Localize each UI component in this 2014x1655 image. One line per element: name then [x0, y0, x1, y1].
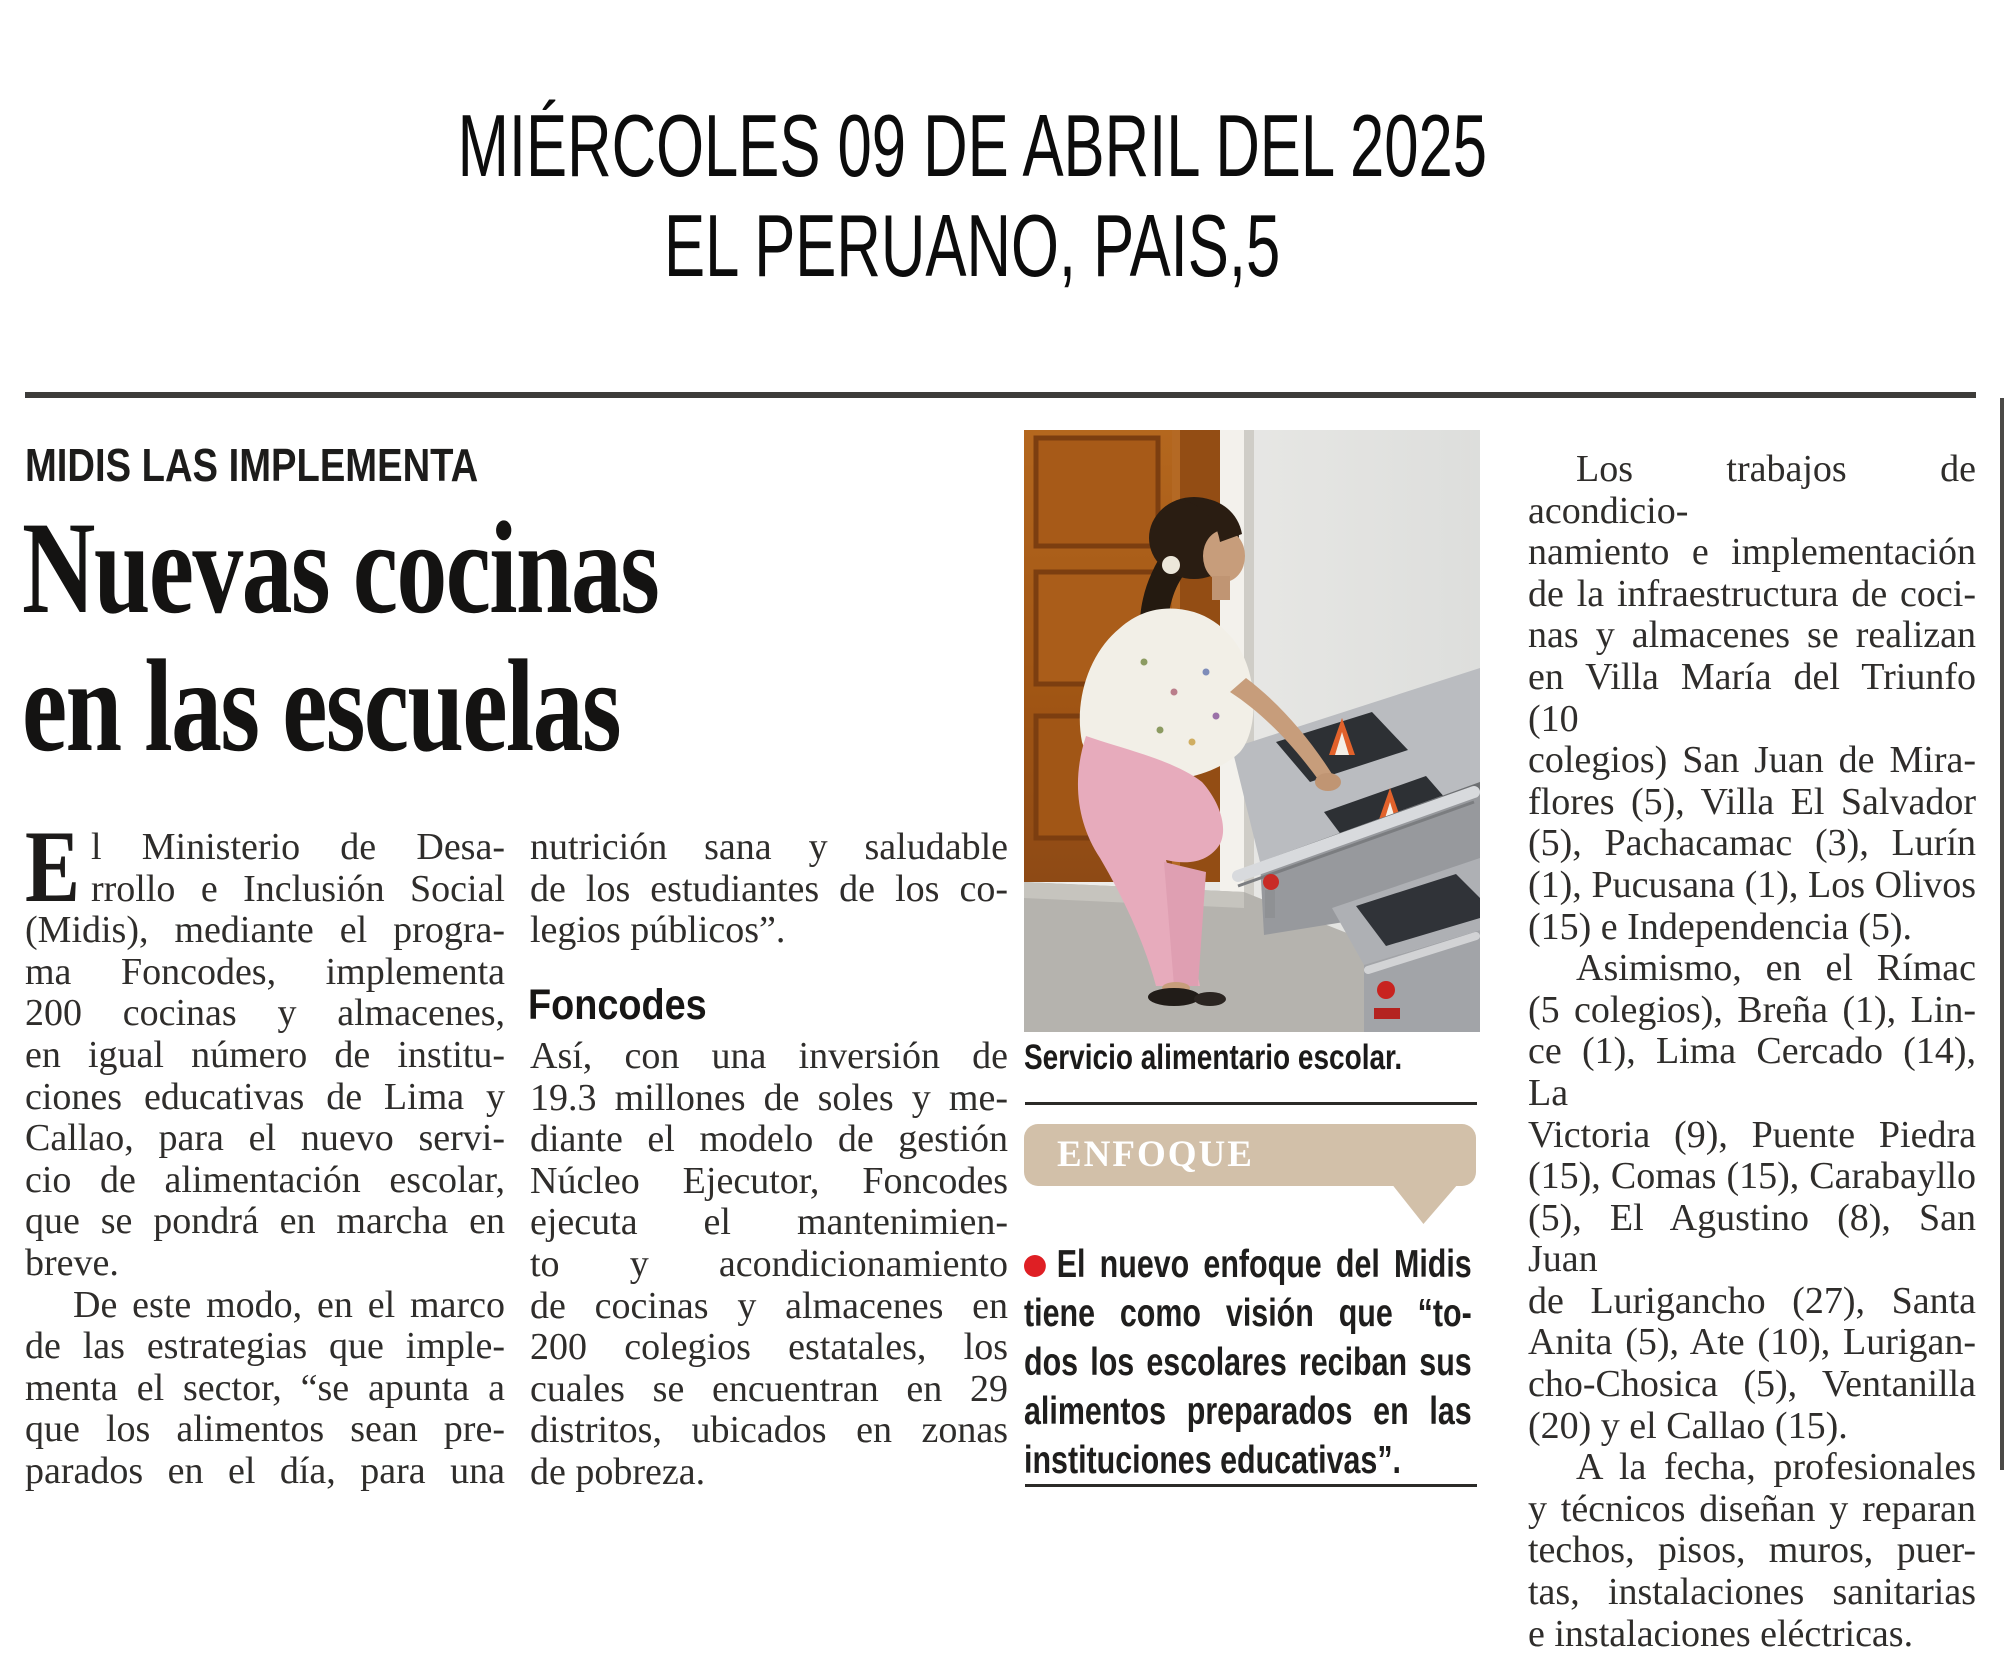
text-line: ma Foncodes, implementa [25, 950, 505, 993]
text-line: (20) y el Callao (15). [1528, 1404, 1848, 1447]
text-line: flores (5), Villa El Salvador [1528, 780, 1976, 823]
body-column-2-top [530, 827, 1008, 952]
photo-woman-scrunchie [1162, 556, 1180, 574]
text-line: to y acondicionamiento [530, 1242, 1008, 1285]
text-line: tiene como visión que “to- [1024, 1292, 1472, 1335]
enfoque-tag [1024, 1124, 1476, 1186]
text-line: (15) e Independencia (5). [1528, 905, 1913, 948]
enfoque-label: ENFOQUE [1057, 1134, 1254, 1175]
text-line: Así, con una inversión de [530, 1035, 1008, 1077]
text-line: cho-Chosica (5), Ventanilla [1528, 1363, 1976, 1406]
headline-line-2: en las escuelas [22, 632, 621, 779]
text-line: de los estudiantes de los co- [530, 867, 1008, 910]
body-column-2-bottom [530, 1036, 1008, 1494]
text-line: A la fecha, profesionales [1576, 1446, 1976, 1489]
header-publication: EL PERUANO, PAIS,5 [663, 196, 1281, 295]
photo-woman-sandal [1148, 988, 1200, 1006]
text-line: 200 cocinas y almacenes, [25, 992, 505, 1035]
text-line: Asimismo, en el Rímac [1576, 947, 1976, 990]
text-line: cuales se encuentran en 29 [530, 1367, 1008, 1410]
text-line: Callao, para el nuevo servi- [25, 1117, 505, 1160]
text-line: nas y almacenes se realizan [1528, 614, 1976, 657]
text-line: l Ministerio de Desa- [91, 826, 505, 868]
body-column-1 [25, 827, 505, 1493]
text-line: de pobreza. [530, 1450, 706, 1493]
text-line: alimentos preparados en las [1024, 1390, 1472, 1433]
text-line: 19.3 millones de soles y me- [530, 1076, 1008, 1119]
article-photo [1024, 430, 1480, 1032]
text-line: colegios) San Juan de Mira- [1528, 739, 1976, 782]
text-line: tas, instalaciones sanitarias [1528, 1571, 1976, 1614]
top-rule [25, 392, 1976, 398]
text-line: ejecuta el mantenimien- [530, 1201, 1008, 1244]
text-line: 200 colegios estatales, los [530, 1326, 1008, 1369]
enfoque-tag-tail [1386, 1184, 1458, 1224]
text-line: Anita (5), Ate (10), Lurigan- [1528, 1321, 1976, 1364]
text-line: cio de alimentación escolar, [25, 1158, 505, 1201]
text-line: (Midis), mediante el progra- [25, 909, 505, 952]
text-line: diante el modelo de gestión [530, 1118, 1008, 1161]
text-line: dos los escolares reciban sus [1024, 1341, 1472, 1384]
text-line: distritos, ubicados en zonas [530, 1409, 1008, 1452]
text-line: ce (1), Lima Cercado (14), La [1528, 1030, 1976, 1114]
text-line: rrollo e Inclusión Social [91, 867, 505, 910]
drop-cap: E [25, 810, 80, 924]
text-line: De este modo, en el marco [73, 1283, 505, 1326]
text-line: breve. [25, 1241, 119, 1284]
text-line: de cocinas y almacenes en [530, 1284, 1008, 1327]
text-line: en igual número de institu- [25, 1033, 505, 1076]
text-line: que los alimentos sean pre- [25, 1408, 505, 1451]
enfoque-body [1024, 1240, 1598, 1485]
text-line: (15), Comas (15), Carabayllo [1528, 1155, 1976, 1198]
text-line: techos, pisos, muros, puer- [1528, 1529, 1976, 1572]
text-line: y técnicos diseñan y reparan [1528, 1487, 1976, 1530]
section-subhead: Foncodes [528, 981, 707, 1029]
text-line: menta el sector, “se apunta a [25, 1366, 505, 1409]
text-line: de la infraestructura de coci- [1528, 572, 1976, 615]
text-line: de Lurigancho (27), Santa [1528, 1279, 1976, 1322]
text-line: Los trabajos de acondicio- [1528, 448, 1976, 532]
header-date: MIÉRCOLES 09 DE ABRIL DEL 2025 [457, 96, 1487, 195]
text-line: El nuevo enfoque del Midis [1024, 1240, 1472, 1289]
text-line: legios públicos”. [530, 909, 786, 952]
text-line: Victoria (9), Puente Piedra [1528, 1113, 1976, 1156]
caption-rule [1025, 1102, 1477, 1105]
text-line: nutrición sana y saludable [530, 826, 1008, 868]
text-line: parados en el día, para una [25, 1449, 505, 1492]
photo-woman-hand [1315, 773, 1341, 791]
bottom-rule [1025, 1484, 1477, 1487]
text-line: Núcleo Ejecutor, Foncodes [530, 1159, 1008, 1202]
right-edge-rule [2000, 398, 2004, 1470]
text-line: en Villa María del Triunfo (10 [1528, 655, 1976, 740]
text-line: ciones educativas de Lima y [25, 1075, 505, 1118]
text-line: (5), El Agustino (8), San Juan [1528, 1196, 1976, 1281]
text-line: (1), Pucusana (1), Los Olivos [1528, 863, 1976, 906]
article-kicker: MIDIS LAS IMPLEMENTA [25, 439, 479, 491]
text-line: que se pondrá en marcha en [25, 1200, 505, 1243]
text-line: instituciones educativas”. [1024, 1439, 1401, 1482]
photo-caption: Servicio alimentario escolar. [1024, 1038, 1403, 1077]
text-line: de las estrategias que imple- [25, 1325, 505, 1368]
text-line: e instalaciones eléctricas. [1528, 1612, 1914, 1655]
headline-line-1: Nuevas cocinas [22, 494, 659, 641]
text-line: namiento e implementación [1528, 531, 1976, 574]
red-bullet-icon [1024, 1255, 1046, 1277]
text-line: (5), Pachacamac (3), Lurín [1528, 822, 1976, 865]
page-header [0, 96, 1944, 296]
text-line: (5 colegios), Breña (1), Lin- [1528, 988, 1976, 1031]
